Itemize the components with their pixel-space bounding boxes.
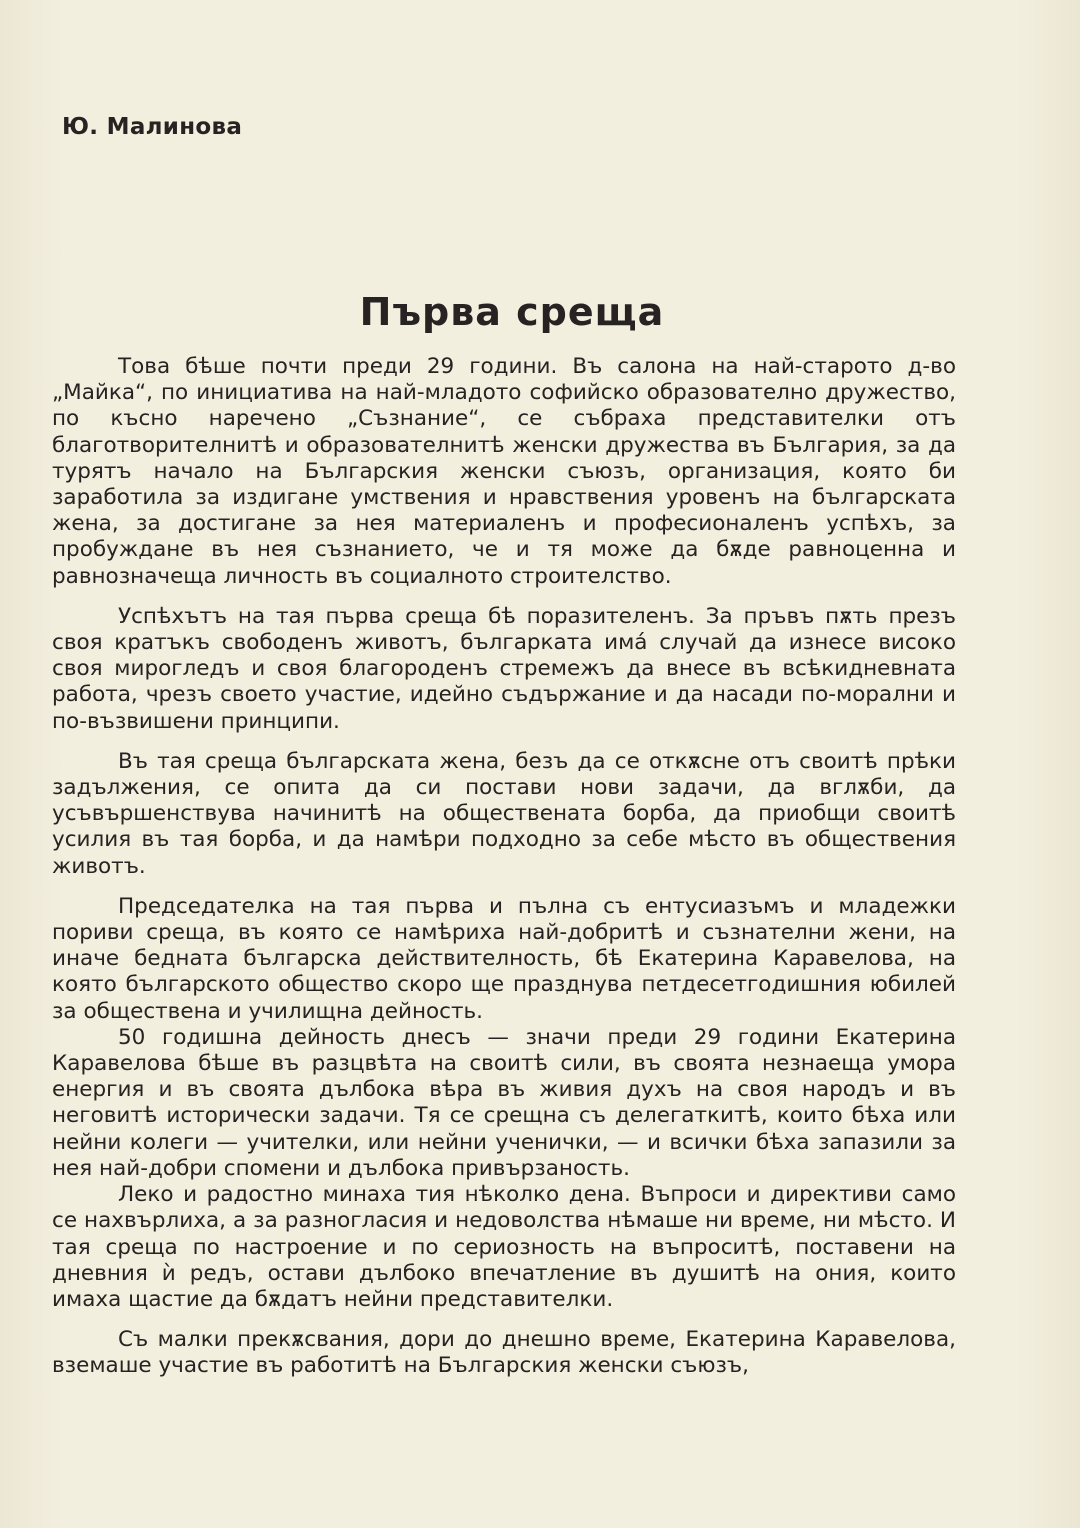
paragraph-3: Въ тая среща българската жена, безъ да се откѫсне отъ своитѣ прѣки задължения, се опита да си постави нови задачи, да вглѫби, да усъвършенствува начинитѣ на обществената борба, да приобщи своитѣ усилия въ тая борба, и да намѣри подходно за себе мѣсто въ обществения животъ. [52,748,956,879]
paragraph-5: 50 годишна дейность днесъ — значи преди 29 години Екатерина Каравелова бѣше въ разцвѣта на своитѣ сили, въ своята незнаеща умора енергия и въ своята дълбока вѣра въ живия духъ на своя народъ и въ неговитѣ исторически задачи. Тя се срещна съ делегаткитѣ, които бѣха или нейни колеги — учителки, или нейни ученички, — и всички бѣха запазили за нея най-добри спомени и дълбока привързаность. [52,1024,956,1181]
paragraph-7: Съ малки прекѫсвания, дори до днешно време, Екатерина Каравелова, вземаше участие въ работитѣ на Българския женски съюзъ, [52,1327,956,1379]
paragraph-1: Това бѣше почти преди 29 години. Въ салона на най-старото д-во „Майка“, по инициатива на най-младото софийско образователно дружество, по късно наречено „Съзнание“, се събраха представителки отъ благотворителнитѣ и образователнитѣ женски дружества въ България, за да турятъ начало на Българския женски съюзъ, организация, която би заработила за издигане умствения и нравствения уровенъ на българската жена, за достигане за нея материаленъ и професионаленъ успѣхъ, за пробуждане въ нея съзнанието, че и тя може да бѫде равноценна и равнозначеща личность въ социалното строителство. [52,354,956,589]
paragraph-2: Успѣхътъ на тая първа среща бѣ поразителенъ. За пръвъ пѫть презъ своя кратъкъ свободенъ животъ, българката има́ случай да изнесе високо своя мирогледъ и своя благороденъ стремежъ да внесе въ всѣкидневната работа, чрезъ своето участие, идейно съдържание и да насади по-морални и по-възвишени принципи. [52,603,956,734]
article-body [52,354,956,1380]
author-name: Ю. Малинова [62,114,243,140]
page-corner-mark [956,70,970,84]
paragraph-4: Председателка на тая първа и пълна съ ентусиазъмъ и младежки пориви среща, въ която се намѣриха най-добритѣ и съзнателни жени, на иначе бедната българска действителность, бѣ Екатерина Каравелова, на която българското общество скоро ще празднува петдесетгодишния юбилей за обществена и училищна дейность. [52,893,956,1024]
paragraph-6: Леко и радостно минаха тия нѣколко дена. Въпроси и директиви само се нахвърлиха, а за разногласия и недоволства нѣмаше ни време, ни мѣсто. И тая среща по настроение и по сериозность на въпроситѣ, поставени на дневния ѝ редъ, остави дълбоко впечатление въ душитѣ на ония, които имаха щастие да бѫдатъ нейни представителки. [52,1182,956,1312]
article-title: Първа среща [359,290,665,334]
